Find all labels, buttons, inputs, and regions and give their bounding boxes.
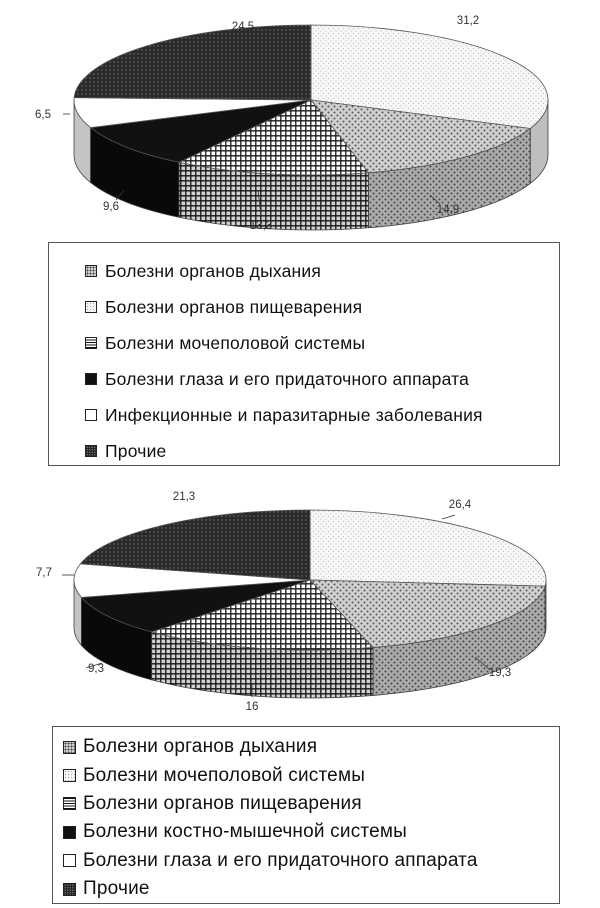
legend-label: Болезни мочеполовой системы (83, 764, 366, 786)
legend-swatch (85, 409, 97, 421)
legend-swatch (85, 265, 97, 277)
pie-data-label: 13,3 (249, 220, 273, 232)
legend-label: Болезни органов пищеварения (105, 296, 363, 317)
pie-slice (310, 510, 546, 586)
legend-item (63, 847, 559, 875)
legend-label: Болезни органов дыхания (105, 260, 322, 281)
legend-item (63, 790, 559, 818)
legend-item (63, 875, 559, 903)
legend-item (85, 397, 559, 433)
legend-label: Болезни костно-мышечной системы (83, 821, 407, 843)
legend-item (63, 733, 559, 761)
pie-data-label: 24,5 (231, 21, 255, 33)
legend-swatch (85, 373, 97, 385)
legend-label: Инфекционные и паразитарные заболевания (105, 404, 483, 425)
legend-swatch (63, 797, 76, 810)
legend-label: Прочие (83, 878, 150, 900)
legend-item (63, 761, 559, 789)
pie-data-label: 14,9 (436, 204, 460, 216)
legend-item (85, 433, 559, 469)
legend-swatch (63, 854, 76, 867)
legend-item (85, 253, 559, 289)
pie-data-label: 6,5 (35, 109, 51, 121)
pie-chart-2 (0, 478, 600, 718)
legend-label: Болезни мочеполовой системы (105, 332, 366, 353)
pie-data-label: 21,3 (172, 491, 196, 503)
pie-data-label: 7,7 (36, 567, 52, 579)
legend-label: Болезни органов дыхания (83, 736, 318, 758)
legend-2 (52, 726, 560, 904)
legend-item (63, 818, 559, 846)
legend-swatch (63, 741, 76, 754)
pie-data-label: 26,4 (448, 499, 472, 511)
legend-swatch (63, 826, 76, 839)
legend-label: Прочие (105, 440, 167, 461)
legend-label: Болезни глаза и его придаточного аппарата (105, 368, 470, 389)
legend-swatch (85, 301, 97, 313)
legend-label: Болезни глаза и его придаточного аппарата (83, 849, 478, 871)
legend-swatch (85, 445, 97, 457)
pie-leader-line (442, 515, 455, 519)
pie-chart-1 (0, 0, 600, 240)
legend-swatch (63, 883, 76, 896)
legend-item (85, 361, 559, 397)
pie-data-label: 16 (245, 701, 259, 713)
pie-data-label: 31,2 (456, 15, 480, 27)
legend-item (85, 289, 559, 325)
pie-slice (74, 25, 311, 100)
legend-swatch (85, 337, 97, 349)
pie-data-label: 9,6 (103, 201, 119, 213)
pie-data-label: 9,3 (88, 663, 104, 675)
legend-1 (48, 242, 560, 466)
legend-swatch (63, 769, 76, 782)
legend-item (85, 325, 559, 361)
legend-label: Болезни органов пищеварения (83, 792, 362, 814)
pie-data-label: 19,3 (488, 667, 512, 679)
